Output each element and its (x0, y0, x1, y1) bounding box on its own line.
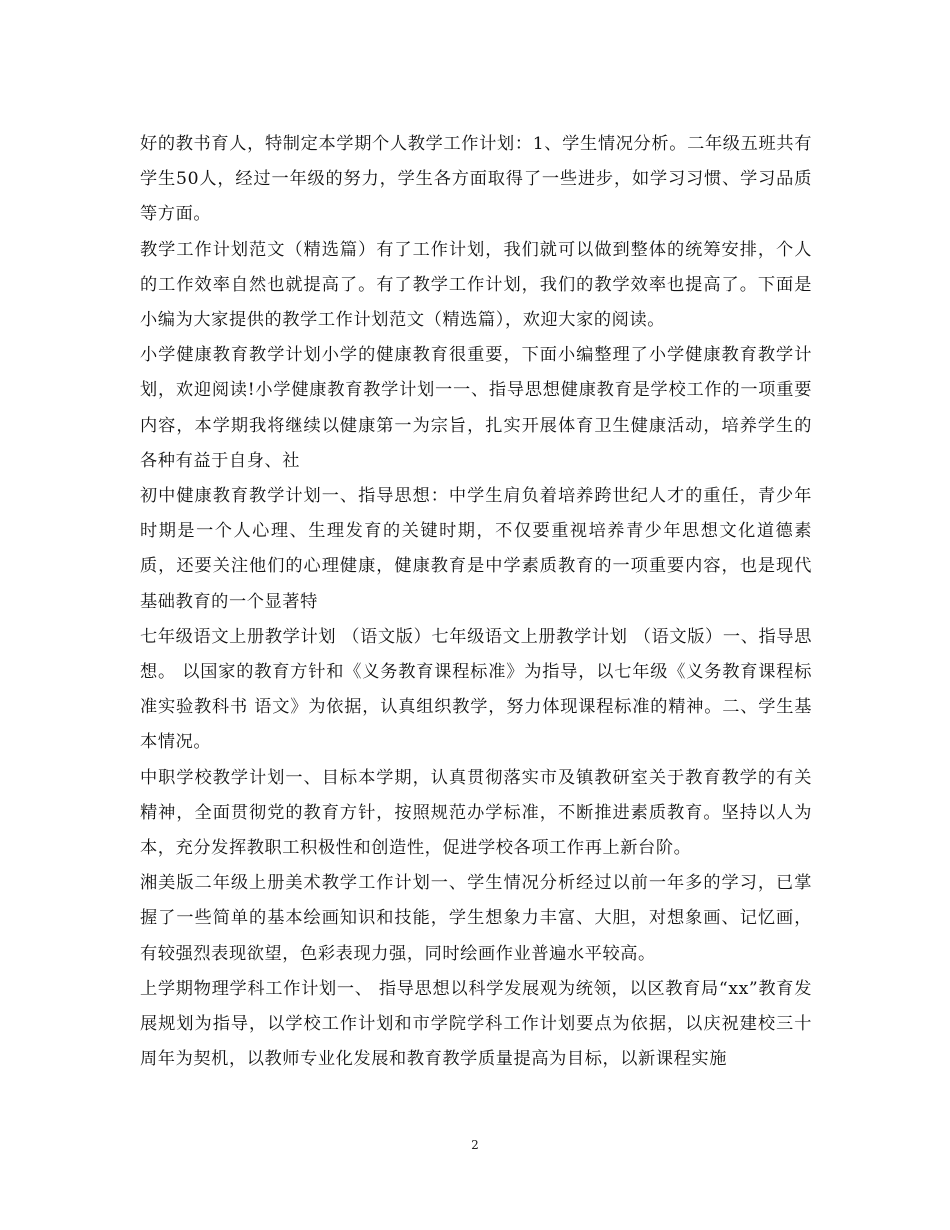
paragraph-primary-health-education: 小学健康教育教学计划小学的健康教育很重要，下面小编整理了小学健康教育教学计划，欢迎阅读!小学健康教育教学计划一一、指导思想健康教育是学校工作的一项重要内容，本学期我将继续以健康第一为宗旨，扎实开展体育卫生健康活动，培养学生的各种有益于自身、社 (140, 345, 812, 471)
paragraph-grade7-chinese: 七年级语文上册教学计划 （语文版）七年级语文上册教学计划 （语文版）一、指导思想。 以国家的教育方针和《义务教育课程标准》为指导，以七年级《义务教育课程标准实验教科书 语文》为依据，认真组织教学，努力体现课程标准的精神。二、学生基本情况。 (140, 626, 812, 753)
document-body (140, 127, 812, 1077)
paragraph-junior-health-education: 初中健康教育教学计划一、指导思想：中学生肩负着培养跨世纪人才的重任，青少年时期是一个人心理、生理发育的关键时期，不仅要重视培养青少年思想文化道德素质，还要关注他们的心理健康，健康教育是中学素质教育的一项重要内容，也是现代基础教育的一个显著特 (140, 486, 812, 612)
paragraph-teaching-plan-intro: 好的教书育人，特制定本学期个人教学工作计划：1、学生情况分析。二年级五班共有学生50人，经过一年级的努力，学生各方面取得了一些进步，如学习习惯、学习品质等方面。 (140, 134, 812, 225)
page-number: 2 (471, 1138, 479, 1152)
paragraph-grade2-art: 湘美版二年级上册美术教学工作计划一、学生情况分析经过以前一年多的学习，已掌握了一些简单的基本绘画知识和技能，学生想象力丰富、大胆，对想象画、记忆画，有较强烈表现欲望，色彩表现力强，同时绘画作业普遍水平较高。 (140, 873, 812, 964)
paragraph-teaching-plan-sample: 教学工作计划范文（精选篇）有了工作计划，我们就可以做到整体的统筹安排，个人的工作效率自然也就提高了。有了教学工作计划，我们的教学效率也提高了。下面是小编为大家提供的教学工作计划范文（精选篇），欢迎大家的阅读。 (140, 239, 812, 331)
paragraph-physics-plan: 上学期物理学科工作计划一、 指导思想以科学发展观为统领，以区教育局“xx”教育发展规划为指导，以学校工作计划和市学院学科工作计划要点为依据，以庆祝建校三十周年为契机，以教师专业化发展和教育教学质量提高为目标，以新课程实施 (140, 978, 812, 1070)
paragraph-vocational-school: 中职学校教学计划一、目标本学期，认真贯彻落实市及镇教研室关于教育教学的有关精神，全面贯彻党的教育方针，按照规范办学标准，不断推进素质教育。坚持以人为本，充分发挥教职工积极性和创造性，促进学校各项工作再上新台阶。 (140, 767, 812, 859)
